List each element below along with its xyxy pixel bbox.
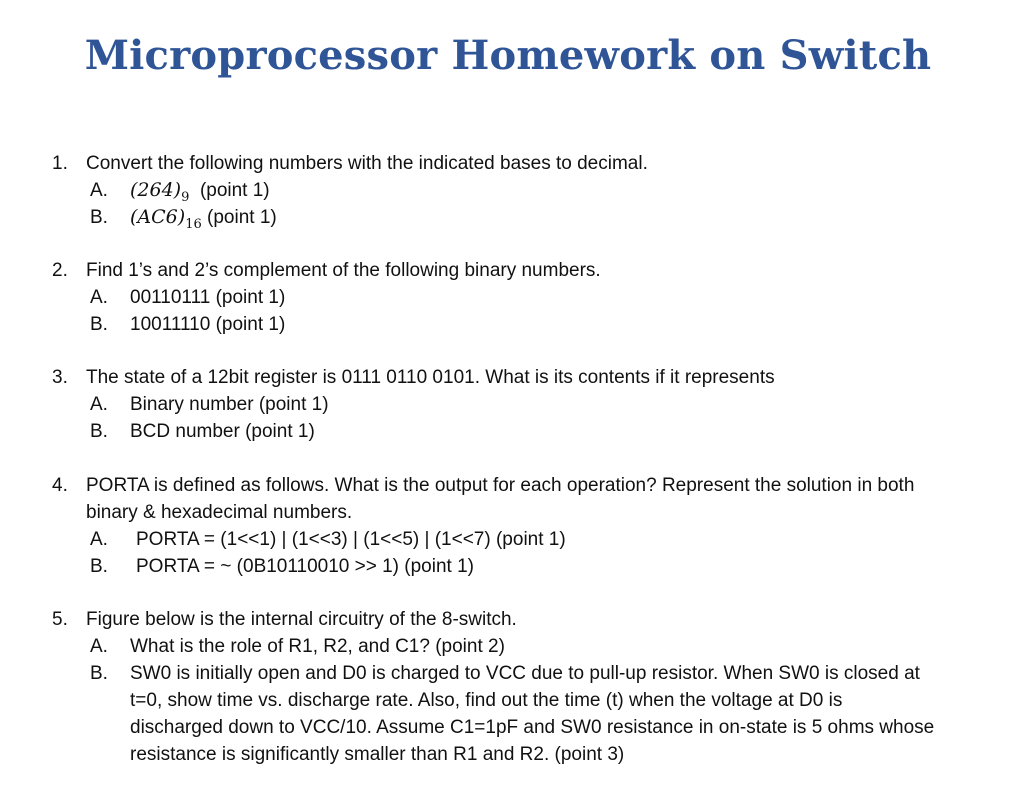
number-expression: $(264)_9$ bbox=[130, 179, 190, 205]
sub-question-a bbox=[86, 526, 982, 553]
question-text-line-1: PORTA is defined as follows. What is the output for each operation? Represent the solution in both bbox=[86, 475, 915, 496]
sub-question-b bbox=[86, 418, 982, 445]
question-number: 1. bbox=[52, 153, 68, 174]
base-subscript: 9 bbox=[181, 190, 190, 205]
sub-question-text: 10011110 (point 1) bbox=[130, 314, 286, 335]
sub-question-a bbox=[86, 177, 982, 204]
question-text: The state of a 12bit register is 0111 0110 0101. What is its contents if it represents bbox=[86, 367, 775, 388]
page-title: Microprocessor Homework on Switch bbox=[84, 32, 932, 79]
sub-letter: A. bbox=[90, 394, 108, 415]
question-5 bbox=[52, 606, 982, 768]
question-3 bbox=[52, 364, 982, 445]
sub-question-line: resistance is significantly smaller than R1 and R2. (point 3) bbox=[130, 744, 625, 765]
sub-question-line: discharged down to VCC/10. Assume C1=1pF and SW0 resistance in on-state is 5 ohms whose bbox=[130, 717, 935, 738]
question-4 bbox=[52, 472, 982, 580]
sub-question-b bbox=[86, 660, 982, 768]
question-number: 3. bbox=[52, 367, 68, 388]
sub-letter: B. bbox=[90, 556, 108, 577]
question-2 bbox=[52, 257, 982, 338]
sub-question-line: SW0 is initially open and D0 is charged to VCC due to pull-up resistor. When SW0 is closed at bbox=[130, 663, 920, 684]
sub-question-line: t=0, show time vs. discharge rate. Also, find out the time (t) when the voltage at D0 is bbox=[130, 690, 843, 711]
sub-letter: A. bbox=[90, 529, 108, 550]
sub-letter: B. bbox=[90, 663, 108, 684]
question-number: 2. bbox=[52, 260, 68, 281]
sub-question-text: BCD number (point 1) bbox=[130, 421, 315, 442]
sub-letter: A. bbox=[90, 636, 108, 657]
sub-question-b bbox=[86, 204, 982, 231]
sub-letter: B. bbox=[90, 421, 108, 442]
sub-question-a bbox=[86, 391, 982, 418]
sub-question-a bbox=[86, 284, 982, 311]
question-text: Figure below is the internal circuitry of the 8-switch. bbox=[86, 609, 517, 630]
sub-letter: A. bbox=[90, 180, 108, 201]
sub-question-b bbox=[86, 553, 982, 580]
sub-question-text: Binary number (point 1) bbox=[130, 394, 329, 415]
sub-question-b bbox=[86, 311, 982, 338]
question-1 bbox=[52, 150, 982, 231]
sub-question-text: What is the role of R1, R2, and C1? (point 2) bbox=[130, 636, 505, 657]
sub-letter: B. bbox=[90, 207, 108, 228]
sub-letter: B. bbox=[90, 314, 108, 335]
sub-question-text: PORTA = (1<<1) | (1<<3) | (1<<5) | (1<<7) (point 1) bbox=[136, 529, 566, 550]
points-label: (point 1) bbox=[199, 180, 270, 201]
question-number: 4. bbox=[52, 475, 68, 496]
question-text-line-2: binary & hexadecimal numbers. bbox=[86, 502, 353, 523]
question-text: Convert the following numbers with the indicated bases to decimal. bbox=[86, 153, 648, 174]
number-expression: $(AC6)_{16}$ bbox=[130, 206, 202, 232]
question-number: 5. bbox=[52, 609, 68, 630]
sub-question-text: 00110111 (point 1) bbox=[130, 287, 286, 308]
question-text: Find 1’s and 2’s complement of the following binary numbers. bbox=[86, 260, 601, 281]
sub-letter: A. bbox=[90, 287, 108, 308]
sub-question-a bbox=[86, 633, 982, 660]
base-subscript: 16 bbox=[185, 217, 202, 232]
sub-question-text: PORTA = ~ (0B10110010 >> 1) (point 1) bbox=[136, 556, 474, 577]
points-label: (point 1) bbox=[207, 207, 277, 228]
